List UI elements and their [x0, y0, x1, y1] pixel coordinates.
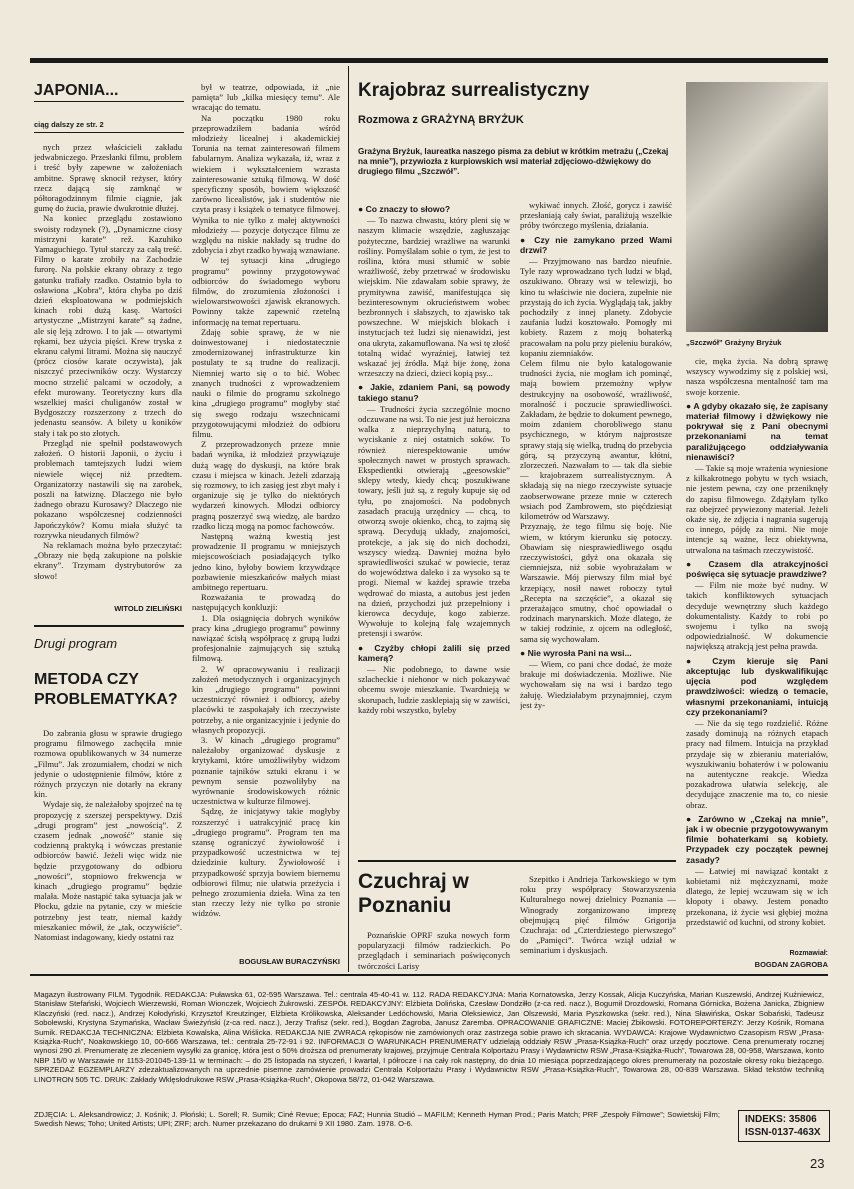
program-rubric: Drugi program	[34, 636, 118, 651]
paragraph: Na początku 1980 roku przeprowadziłem badania wśród młodzieży licealnej i akademickiej Torunia na temat zainteresowań filmem fabularnym. Analiza wykazała, iż, wraz z wiekiem i wykształceniem wzrasta zainteresowanie sztuką filmową. W dość specyficzny sposób, bowiem większość zarówno licealistów, jak i studentów nie czyta prasy i książek o tematyce filmowej. Wynika to nie tylko z małej aktywności młodzieży — pozycje dotyczące filmu ze względu na niskie nakłady są trudne do zdobycia i zbyt rzadko bywają wznawiane.	[192, 112, 340, 256]
divider	[358, 860, 676, 862]
column-rule	[348, 66, 349, 972]
interviewer-label: Rozmawiał:	[789, 950, 828, 957]
divider	[34, 625, 184, 627]
answer: wykiwać innych. Złość, gorycz i zawiść przesłaniają cały świat, paraliżują wszelkie próby twórczego myślenia, działania.	[520, 200, 672, 231]
program-author: BOGUSŁAW BURACZYŃSKI	[239, 957, 340, 966]
photo-credits: ZDJĘCIA: L. Aleksandrowicz; J. Kośnik; J. Płoński; L. Sorell; R. Sumik; Ciné Revue; Epoca; FAZ; Hunnia Studió – MAFILM; Kenneth Hyman Prod.; Paris Match; PRF „Zespoły Filmowe”; Sowietskij Film; Swedish News; Toho; United Artists; UPI; ZRF; arch. Numer przekazano do drukarni 9 XII 1980. Zam. 1978. O-6.	[34, 1110, 720, 1129]
question: ● Czasem dla atrakcyjności poświęca się sytuacje prawdziwe?	[686, 558, 828, 580]
question: ● Czy nie zamykano przed Wami drzwi?	[520, 234, 672, 255]
interview-subtitle: Rozmowa z GRAŻYNĄ BRYŻUK	[358, 114, 524, 126]
question: ● Jakie, zdaniem Pani, są powody takiego stanu?	[358, 382, 510, 403]
question: ● Co znaczy to słowo?	[358, 204, 451, 214]
top-rule	[30, 58, 828, 63]
japan-article-body	[34, 142, 182, 602]
question: ● A gdyby okazało się, że zapisany materiał filmowy i dźwiękowy nie pokrywał się z Pani obecnymi przekonaniami na temat paraliżującego oddziaływania nienawiści?	[686, 400, 828, 462]
divider	[34, 132, 184, 133]
poznan-col-2	[520, 874, 676, 956]
question: ● Czym kieruje się Pani akceptując lub dyskwalifikując ujęcia pod względem prawdziwości: wiedzą o temacie, własnymi przekonaniami, intuicją czy przekonaniami?	[686, 655, 828, 717]
paragraph: nych przez właścicieli zakładu jedwabniczego. Przesłanki filmu, problem i treść były zapewne w założeniach ambitne. Sprawę sknocił reżyser, który rzecz dającą się zamknąć w półtoragodzinnym filmie ciągnie, jak gumę do żucia, prawie dwukrotnie dłużej.	[34, 142, 182, 214]
paragraph: Szepitko i Andrieja Tarkowskiego w tym roku przy współpracy Stowarzyszenia Kulturalnego nowej dzielnicy Poznania — Winogrady zorganizowano imprezę obejmującą pięć filmów Grigorija Czuchraja: od „Czterdziestego pierwszego” do „Pamięci”. Twórca wziął udział w seminarium i dyskusjach.	[520, 874, 676, 956]
paragraph: Na reklamach można było przeczytać: „Obrazy nie będą zakupione na polskie ekrany”. Trzymam dystrybutorów za słowo!	[34, 539, 182, 581]
japan-author: WITOLD ZIELIŃSKI	[114, 604, 182, 613]
answer: — Nic podobnego, to dawne wsie szlacheckie i niehonor w nich pokazywać obcemu swoje mieszkanie. Twardnieją w skorupach, ludzie zasklepiają się w zawiści, każdy robi wszystko, byleby	[358, 663, 510, 715]
interview-lead: Grażyna Bryżuk, laureatka naszego pisma za debiut w krótkim metrażu („Czekaj na mnie”), przywiozła z kurpiowskich wsi materiał zdjęciowo-dźwiękowy do drugiego filmu „Szczwół”.	[358, 147, 669, 176]
interview-col-1	[358, 200, 510, 860]
film-still-photo	[686, 82, 828, 332]
paragraph: 2. W opracowywaniu i realizacji założeń metodycznych i organizacyjnych kin „drugiego programu” powinni uczestniczyć również i odbiorcy, ażeby placówki te zaspokajały ich rzeczywiste potrzeby, a nie organizacyjnie i jedynie do własnych propozycji.	[192, 663, 340, 735]
answer: — Przyjmowano nas bardzo nieufnie. Tyle razy wprowadzano tych ludzi w błąd, oszukiwano. Obrazy wsi w telewizji, bo kino tu właściwie nie dociera, zupełnie nie przystają do ich życia. Wyglądają tak, jakby pochodziły z innej planety. Zdobycie zaufania ludzi kosztowało. Pomogły mi kobiety. Razem z mojq bohaterką pracowałam na polu przy pieleniu buraków, kopaniu ziemniaków. Celem filmu nie było katalogowanie trudności życia, nie mogłam ich pominąć, mają bowiem przemożny wpływ destrukcyjny na osobowość, wrażliwość, moralność i poczucie sprawiedliwości. Zakładam, że będzie to dokument pewnego, moim zdaniem chorobliwego stanu psychicznego, w którym najprostsze sprawy stają się wielką, trudną do przebycia górą, są przyczyną awantur, kłótni, zlorzeczeń. Nazwałam to — tak dla siebie — krajobrazem surrealistycznym. A składają się na niego rzeczywiste sytuacje zaobserwowane przeze mnie w czterech wsiach pod Zambrowem, sto pięćdziesiąt kilometrów od Warszawy. Przyznaję, że tego filmu się boję. Nie wiem, w którym kierunku się potoczy. Obawiam się niesprawiedliwego osądu rzeczywistości, gdyż ona okazała się ciemniejsza, niż sobie wyobrażałam w Warszawie. Mój pierwszy film miał być krzepiący, nosił nawet roboczy tytuł „Recepta na szczęście”, a okazał się przerażająco smutny, choć opowiadał o rodzinach marynarskich. Może dlatego, że w takiej rodzinie, z ojcem na odległość, sama się wychowałam.	[520, 256, 672, 644]
answer: — Wiem, co pani chce dodać, że może brakuje mi doświadczenia. Możliwe. Nie wychowałam się na wsi i bardzo tego żałuję. Wiedziałabym przynajmniej, czym jest ży-	[520, 658, 672, 710]
paragraph: Na koniec przeglądu zostawiono swoisty rodzynek (?), „Dynamiczne ciosy mistrzyni karate” rež. Kazuhiko Yamaguchiego. Tytuł starczy za całą treść. Filmy o karate zrobiły na Zachodzie furorę. Na polskie ekrany obrazy z tego gatunku trafiały rzadko. Ostatnio była to osławiona „Kobra”, która chyba po dziś dzień eksploatowana w podmiejskich kinach robi dużą kasę. Wartości artystyczne „Mistrzyni karate” są żadne, ale się leją zdrowo. I to jak — otwartymi rękami, bez użycia pięści. Krew tryska z ekranu całymi litrami. Można się nauczyć (prócz ciosów karate oczywista), jak niszczyć przeciwników oczy. Wystarczy mocno strzelić palcami w oczodoły, a efekt murowany. Teoretyczny kurs dla wszelkiej maści chuliganów został w Bydgoszczy rozszerzony z trzech do jedenastu seansów. A bilety u koników stały i tak po sto złotych.	[34, 213, 182, 438]
footer-rule	[30, 974, 828, 976]
answer: — Takie są moje wrażenia wyniesione z kilkakrotnego pobytu w tych wsiach, nie jestem pewna, czy one przeniknęły do zapisu filmowego. Zdążyłam tylko raz obejrzeć prywiezony materiał. Jeżeli okaże się, że zdjęcia i nagrania sugerują co innego, pójdę za nimi. Nie moje intencje są ważne, lecz obiektywna, utrwalona na taśmach rzeczywistość.	[686, 463, 828, 555]
answer: — Łatwiej mi nawiązać kontakt z kobietami niż mężczyznami, może dlatego, że lepiej wczuwam się w ich kłopoty i obawy. Jestem ponadto przekonana, iż życie wsi głębiej można przedstawić od kuchni, od strony kobiet.	[686, 865, 828, 927]
paragraph: Z przeprowadzonych przeze mnie badań wynika, iż młodzież przywiązuje dużą wagę do dyskusji, na które brak czasu i miejsca w kinach. Jeżeli zdarzają się rozmowy, to ich zasięg jest zbyt mały i organizuje się je tylko do niektórych wydarzeń kinowych. Młodzi odbiorcy pragną poszerzyć swą wiedzę, ale bardzo rzadko liczą mogą na pomoc fachowców.	[192, 439, 340, 531]
paragraph: był w teatrze, odpowiada, iż „nie pamięta” lub „kilka miesięcy temu”. Ale wracając do tematu.	[192, 82, 340, 113]
answer: — Trudności życia szczególnie mocno odczuwane na wsi. To nie jest już heroiczna walka z nieprzychylną naturą, to wyciskanie z niej ostatnich soków. To również nierespektowanie umów społecznych nawet w prostych sprawach. Ekspedientki otwierają „geesowskie” sklepy wtedy, kiedy chcą; poszukiwane towary, jeśli już są, z reguły kupuje się od tyłu, po znajomości. Na podobnych zasadach pracują urzędnicy — chcą, to otworzą swoje okienko, chcą, to zajmą się sprawą. Decydują układy, znajomości, protekcje, a jak się do nich dochodzi, wszyscy wiedzą. Dawniej można było sprawiedliwości szukać w powiecie, teraz do województwa daleko i za wysoko są te progi. Niemal w każdej sprawie trzeba wędrować do miasta, a autobus jest jeden na dzień, przychodzi już przepełniony i kierowca decyduje, kogo zabierze. Wywołuje to kolejną falę wzajemnych pretensji i swarów.	[358, 403, 510, 639]
interview-col-2	[520, 200, 672, 860]
index-box	[738, 1110, 830, 1142]
answer: — Film nie może być nudny. W takich konfliktowych sytuacjach decyduje wewnętrzny słuch każdego dokumentalisty. Każdy to robi po swojemu i tylko na swoją odpowiedzialność. W dokumencie największą atrakcją jest pełna prawda.	[686, 580, 828, 652]
photo-caption: „Szczwół” Grażyny Bryżuk	[686, 338, 782, 347]
program-article-body	[34, 728, 182, 978]
question: ● Nie wyrosła Pani na wsi...	[520, 647, 632, 658]
interview-title: Krajobraz surrealistyczny	[358, 80, 590, 101]
title-underline	[34, 101, 184, 102]
paragraph: Rozważania te prowadzą do następujących konkluzji:	[192, 592, 340, 613]
paragraph: 3. W kinach „drugiego programu” należałoby organizować dyskusje z krytykami, które umożliwiłyby widzom poznanie tajników sztuki ekranu i w pewnym sensie pozwoliłyby na wyrównanie środowiskowych różnic uczestnictwa w kulturze filmowej.	[192, 735, 340, 807]
issn-number: ISSN-0137-463X	[745, 1127, 821, 1138]
index-number: INDEKS: 35806	[745, 1114, 817, 1125]
paragraph: Wydaje się, że należałoby spojrzeć na tę propozycję z szerszej perspektywy. Dziś „drugi program” jest „nowością”. Z czasem jednak „nowość” stanie się codzienną praktyką i wówczas prestanie odbiorców bawić. Jeżeli więc widz nie będzie przygotowany do odbioru „nowości”, stopniowo frekwencja w kinach „drugiego programu” będzie malała. Może nastąpić taka sytuacja jak w Płocku, gdzie na pytanie, czy w mieście potrzebny jest teatr, niemal każdy mieszkaniec mówił, że „tak, oczywiście”. Natomiast indagowany, kiedy ostatni raz	[34, 799, 182, 943]
answer: — Nie da się tego rozdzielić. Różne zasady dominują na różnych etapach pracy nad filmem. Intuicja na przykład przydaje się w zbieraniu materiałów, wyszukiwaniu bohaterów i w polowaniu na autentyczne reakcje. Wiedza pozakadrowa ułatwia selekcję, ale decydujące znaczenie ma to, co niesie obraz.	[686, 717, 828, 810]
japan-article-title: JAPONIA...	[34, 82, 119, 99]
masthead: Magazyn ilustrowany FILM. Tygodnik. REDAKCJA: Puławska 61, 02-595 Warszawa. Tel.: centrala 45-40-41 w. 112. RADA REDAKCYJNA: Maria Kornatowska, Jerzy Kossak, Alicja Kuczyńska, Marian Kuszewski, Andrzej Kuźniewicz, Stanisław Stefański, Wojciech Wierzewski, Roman Wionczek, Wojciech Żukrowski. ZESPÓŁ REDAKCYJNY: Elżbieta Dolińska, Czesław Dondziłło (z-ca red. nacz.), Bogumił Drozdowski, Romana Górnicka, Bożena Janicka, Zbigniew Klaczyński (red. nacz.), Andrzej Kołodyński, Krzysztof Kreutzinger, Elżbieta Królikowska, Aleksander Ledóchowski, Maria Oleksiewicz, Jan Olszewski, Maria Pyszkowska (sekr. red.), Nina Sławińska, Oskar Sobański, Tadeusz Sobolewski, Krystyna Szymańska, Wacław Świeżyński (z-ca red. nacz.), Jerzy Trafisz (sekr. red.), Bogdan Zagroba, Janusz Zaremba. OPRACOWANIE GRAFICZNE: Maciej Żbikowski. FOTOREPORTERZY: Jerzy Kośnik, Romana Sumik. REDAKCJA TECHNICZNA: Elżbieta Kowalska, Alina Wiślicka. REDAKCJA NIE ZWRACA rękopisów nie zamówionych oraz zastrzega sobie prawo ich skracania. WYDAWCA: Krajowe Wydawnictwo Czasopism RSW „Prasa-Książka-Ruch”, Noakowskiego 10, 00-666 Warszawa, tel.: centrala 25-72-91 i 92. INFORMACJI O WARUNKACH PRENUMERATY udzielają oddziały RSW „Prasa-Książka-Ruch” oraz urzędy pocztowe. Cena prenumeraty rocznej wynosi 290 zł. Prenumeratę ze zleceniem wysyłki za granicę, która jest o 50% droższa od prenumeraty krajowej, przyjmuje Centrala Kolportażu Prasy i Wydawnictw RSW „Prasa-Książka-Ruch”, Towarowa 28, 00-958, Warszawa, konto NBP 15/0 w Warszawie nr 1153-201045-139-11 w terminach: – do 25 listopada na styczeń, I kwartał, I półrocze i na cały rok następny, do dnia 10 miesiąca poprzedzającego okres prenumeraty na pozostałe okresy roku bieżącego. SPRZEDAŻ EGZEMPLARZY zdezaktualizowanych na uprzednie pisemne zamówienie prowadzi Centrala Kolportażu Prasy i Wydawnictw RSW „Prasa-Książka-Ruch”, Towarowa 28, 00-839 Warszawa. Skład tekstów techniką LINOTRON 505 TC. DRUK: Zakłady Wklęsłodrukowe RSW „Prasa-Książka-Ruch”, Okopowa 58/72, 01-042 Warszawa.	[34, 990, 824, 1084]
poznan-title: Czuchraj w Poznaniu	[358, 870, 469, 917]
program-article-title: METODA CZY PROBLEMATYKA?	[34, 671, 178, 708]
paragraph: Poznańskie OPRF szuka nowych form popularyzacji filmów radzieckich. Po przeglądach i seminariach poświęconych twórczości Larisy	[358, 930, 510, 971]
paragraph: Następną ważną kwestią jest prowadzenie II programu w mniejszych miejscowościach posiadających tylko jedno kino, byłoby bowiem krzywdzące pozbawienie mieszkańców małych miast ambitnego repertuaru.	[192, 530, 340, 592]
question: ● Zarówno w „Czekaj na mnie”, jak i w obecnie przygotowywanym filmie bohaterkami są kobiety. Przypadek czy początek pewnej zasady?	[686, 813, 828, 865]
paragraph: Do zabrania głosu w sprawie drugiego programu filmowego zachęciła mnie rozmowa opublikowanych w 34 numerze „Filmu”. Jak zrozumiałem, chodzi w nich jedynie o udostępnienie filmów, które z różnych przyczyn nie dotarły na ekrany kin.	[34, 728, 182, 800]
paragraph: 1. Dla osiągnięcia dobrych wyników pracy kina „drugiego programu” powinny nawiązać ścisłą współpracę z grupą ludzi profesjonalnie zajmujących się sztuką filmową.	[192, 612, 340, 664]
paragraph: Przegląd nie spełnił podstawowych założeń. O historii Japonii, o życiu i problemach tamtejszych ludzi wiem niewiele więcej niż przedtem. Organizatorzy nastawili się na zarobek, poszli na łatwiznę. Dlaczego nie było żadnego obrazu Kurosawy? Dlaczego nie pokazano współczesnej codzienności Japończyków? Komu miała służyć ta rozrywka nieudanych filmów?	[34, 437, 182, 540]
answer: cie, męka życia. Na dobrą sprawę wszyscy wywodzimy się z polskiej wsi, nasza współczesna mentalność tam ma swoje korzenie.	[686, 356, 828, 397]
poznan-col-1	[358, 930, 510, 971]
paragraph: W tej sytuacji kina „drugiego programu” powinny przygotowywać odbiorców do świadomego wyboru filmów, do zrozumienia złożoności i wielowarstwowości zjawisk ekranowych. Powinny także zapewnić rzetelną informację na temat repertuaru.	[192, 255, 340, 327]
question: ● Czyżby chłopi żalili się przed kamerą?	[358, 642, 510, 663]
program-article-continuation	[192, 82, 340, 952]
paragraph: Sądzę, że inicjatywy takie mogłyby rozszerzyć i uatrakcyjnić pracę kin „drugiego programu”. Program ten ma szansę ograniczyć żywiołowość i przypadkowość uczestnictwa w tej dziedzinie kultury. Żywiołowość i przypadkowość sprzyja bowiem biernemu odbiorowi filmu; nie ułatwia przeżycia i pełnego zrozumienia dzieła. Wina za ten stan rzeczy leży nie tylko po stronie widzów.	[192, 806, 340, 919]
paragraph: Zdaję sobie sprawę, że w nie doinwestowanej i niedostatecznie zmodernizowanej infrastrukturze kin postulaty te są trudne do realizacji. Niemniej warto się o to bić. Wobec znanych trudności z wprowadzeniem nauki o filmie do programu szkolnego kina „drugiego programu” mogłyby stać się swego rodzaju wszechnicami przygotowującymi młodzież do odbioru filmu.	[192, 326, 340, 439]
answer: — To nazwa chwastu, który pleni się w naszym klimacie wszędzie, zagłuszając pożyteczne, bardziej wrażliwe na warunki rośliny. Pomyślałam sobie o tym, że jest to roślina, która musi stłumić w sobie wrażliwość, żeby przetrwać w środowisku wiejskim. Nie zdawałam sobie sprawy, że prymitywna zawiść, manifestująca się bezinteresownym okrucieństwem wobec bezbronnych i słabszych, to zjawisko tak powszechne. W miejskich blokach i instytucjach też ludzi się nienawidzi, jest ona ukryta, zakamuflowana. Na wsi tę złość totalną widać wyraźniej, łatwiej też wskazać jej źródła. Mąż bije żonę, żona wrzeszczy na dzieci, dzieci kopią psy...	[358, 215, 510, 379]
continued-note: ciąg dalszy ze str. 2	[34, 120, 104, 129]
interview-col-3	[686, 356, 828, 948]
page-number: 23	[810, 1156, 825, 1171]
interviewer-name: BOGDAN ZAGROBA	[754, 960, 828, 969]
